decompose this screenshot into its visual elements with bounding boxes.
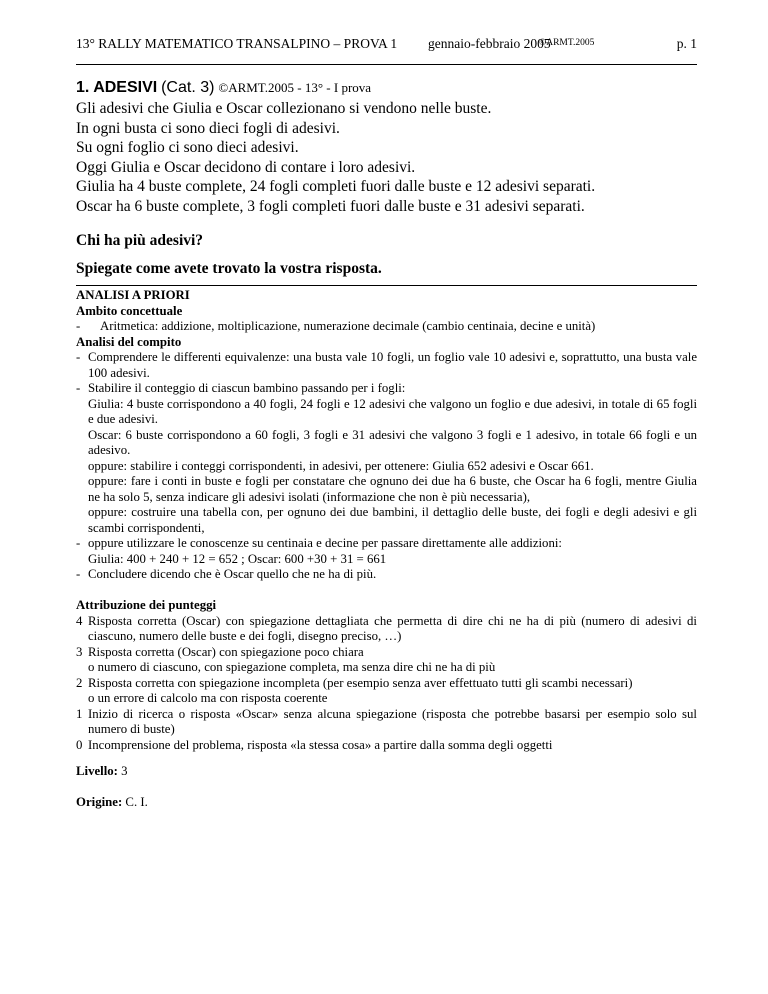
score-marker: 3: [76, 644, 83, 659]
score-item: [76, 614, 697, 645]
header-page-number: p. 1: [676, 36, 697, 51]
origin-value: C. I.: [125, 795, 148, 809]
ambito-item: [76, 319, 697, 335]
ambito-heading: Ambito concettuale: [76, 303, 183, 318]
score-marker: 1: [76, 706, 83, 721]
level-line: [76, 764, 128, 779]
score-text: Incomprensione del problema, risposta «la stessa cosa» a partire dalla somma degli oggetti: [88, 737, 553, 752]
compito-item: [76, 567, 697, 583]
score-item: [76, 645, 697, 661]
header-date: gennaio-febbraio 2005: [428, 36, 551, 51]
score-text: Risposta corretta (Oscar) con spiegazione poco chiara: [88, 644, 364, 659]
score-alternative: o numero di ciascuno, con spiegazione completa, ma senza dire chi ne ha di più: [88, 660, 496, 674]
header-copyright: ©ARMT.2005: [539, 38, 595, 48]
statement-line: In ogni busta ci sono dieci fogli di adesivi.: [76, 119, 340, 137]
compito-text: Concludere dicendo che è Oscar quello che ne ha di più.: [88, 567, 377, 581]
score-marker: 2: [76, 675, 83, 690]
header-title: 13° RALLY MATEMATICO TRANSALPINO – PROVA 1: [76, 36, 398, 51]
compito-detail: Giulia: 400 + 240 + 12 = 652 ; Oscar: 600 +30 + 31 = 661: [88, 551, 387, 566]
score-item: [76, 738, 697, 754]
problem-source: ©ARMT.2005 - 13° - I prova: [218, 80, 372, 95]
problem-number-title: 1. ADESIVI: [76, 79, 158, 96]
score-item: [76, 676, 697, 692]
list-marker: -: [76, 319, 81, 333]
compito-detail: Giulia: 4 buste corrispondono a 40 fogli, 24 fogli e 12 adesivi che valgono un foglio e due adesivi, in totale di 65 fogli e due adesivi.: [88, 396, 697, 426]
list-marker: -: [76, 381, 81, 395]
origin-label: Origine:: [76, 795, 123, 809]
list-marker: -: [76, 536, 81, 550]
analysis-section: [76, 288, 697, 583]
level-label: Livello:: [76, 764, 118, 778]
score-text: Inizio di ricerca o risposta «Oscar» senza alcuna spiegazione (risposta che potrebbe basarsi per esempio solo sul numero di buste): [88, 706, 697, 736]
compito-item: [76, 350, 697, 381]
statement-line: Su ogni foglio ci sono dieci adesivi.: [76, 139, 299, 156]
compito-text: oppure utilizzare le conoscenze su centinaia e decine per passare direttamente alle addizioni:: [88, 536, 562, 550]
origin-line: [76, 795, 148, 810]
score-text: Risposta corretta con spiegazione incompleta (per esempio senza aver effettuato tutti gli scambi necessari): [88, 675, 633, 690]
compito-detail: oppure: fare i conti in buste e fogli per constatare che ognuno dei due ha 6 buste, che Oscar ha 6 fogli, mentre Giulia ne ha solo 5, senza indicare gli adesivi isolati (informazione che non è più necessaria),: [88, 474, 697, 504]
problem-title: [76, 78, 697, 98]
score-text: Risposta corretta (Oscar) con spiegazione dettagliata che permetta di dire chi ne ha di più (numero di adesivi di ciascuno, numero delle buste e dei fogli, disegno preciso, …): [88, 613, 697, 643]
scoring-heading: Attribuzione dei punteggi: [76, 598, 217, 612]
level-value: 3: [121, 764, 128, 778]
compito-detail: oppure: costruire una tabella con, per ognuno dei due bambini, il dettaglio delle buste, dei fogli e degli adesivi e gli scambi corrispondenti,: [88, 505, 697, 535]
ambito-text: Aritmetica: addizione, moltiplicazione, numerazione decimale (cambio centinaia, decine e unità): [100, 319, 596, 333]
list-marker: -: [76, 350, 81, 364]
analysis-heading: ANALISI A PRIORI: [76, 288, 190, 302]
score-marker: 4: [76, 613, 83, 628]
statement-line: Oscar ha 6 buste complete, 3 fogli completi fuori dalle buste e 31 adesivi separati.: [76, 197, 585, 215]
statement-line: Giulia ha 4 buste complete, 24 fogli completi fuori dalle buste e 12 adesivi separati.: [76, 178, 596, 195]
compito-text: Comprendere le differenti equivalenze: una busta vale 10 fogli, un foglio vale 10 adesivi e, soprattutto, una busta vale 100 adesivi.: [88, 350, 697, 380]
score-marker: 0: [76, 737, 83, 752]
compito-detail: Oscar: 6 buste corrispondono a 60 fogli, 3 fogli e 31 adesivi che valgono 3 fogli e 1 adesivo, in totale 66 fogli e un adesivo.: [88, 427, 697, 457]
statement-line: Oggi Giulia e Oscar decidono di contare i loro adesivi.: [76, 158, 416, 176]
problem-category: (Cat. 3): [161, 79, 215, 96]
compito-detail: oppure: stabilire i conteggi corrispondenti, in adesivi, per ottenere: Giulia 652 adesivi e Oscar 661.: [88, 458, 594, 473]
compito-item: [76, 536, 697, 552]
scoring-section: [76, 598, 697, 753]
compito-text: Stabilire il conteggio di ciascun bambino passando per i fogli:: [88, 381, 406, 395]
list-marker: -: [76, 567, 81, 581]
question-who-has-more: Chi ha più adesivi?: [76, 232, 204, 249]
section-rule: [76, 285, 697, 286]
score-item: [76, 707, 697, 738]
page-header: [76, 36, 697, 56]
compito-heading: Analisi del compito: [76, 334, 182, 349]
statement-line: Gli adesivi che Giulia e Oscar collezionano si vendono nelle buste.: [76, 100, 492, 117]
problem-section: [76, 78, 697, 216]
header-rule: [76, 64, 697, 65]
compito-item: [76, 381, 697, 397]
score-alternative: o un errore di calcolo ma con risposta coerente: [88, 691, 328, 705]
question-explain: Spiegate come avete trovato la vostra risposta.: [76, 260, 382, 277]
